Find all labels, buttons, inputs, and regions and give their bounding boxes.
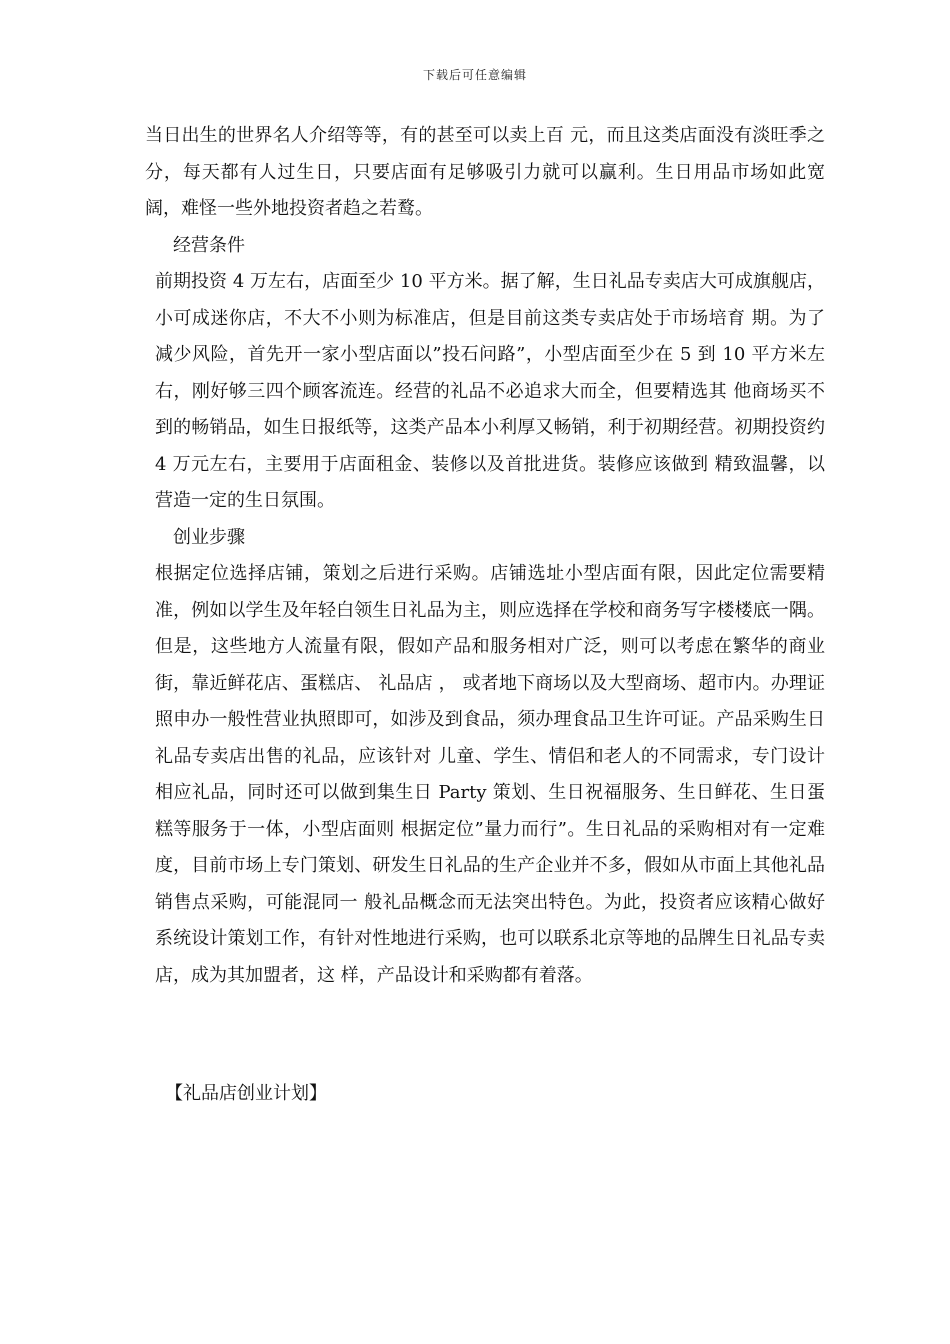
paragraph-steps: 根据定位选择店铺，策划之后进行采购。店铺选址小型店面有限，因此定位需要精准，例如以学生及年轻白领生日礼品为主，则应选择在学校和商务写字楼楼底一隅。但是，这些地方人流量有限，假如产品和服务相对广泛，则可以考虑在繁华的商业街，靠近鲜花店、蛋糕店、 礼品店 ， 或者地下商场以及大型商场、超市内。办理证照申办一般性营业执照即可，如涉及到食品，须办理食品卫生许可证。产品采购生日礼品专卖店出售的礼品，应该针对 儿童、学生、情侣和老人的不同需求，专门设计相应礼品，同时还可以做到集生日 Party 策划、生日祝福服务、生日鲜花、生日蛋糕等服务于一体，小型店面则 根据定位”量力而行”。生日礼品的采购相对有一定难度，目前市场上专门策划、研发生日礼品的生产企业并不多，假如从市面上其他礼品销售点采购，可能混同一 般礼品概念而无法突出特色。为此，投资者应该精心做好系统设计策划工作，有针对性地进行采购，也可以联系北京等地的品牌生日礼品专卖店，成为其加盟者，这 样，产品设计和采购都有着落。 <box>155 563 825 986</box>
section-heading-steps: 创业步骤 <box>173 526 245 548</box>
section-heading-conditions: 经营条件 <box>173 234 245 256</box>
paragraph-intro: 当日出生的世界名人介绍等等，有的甚至可以卖上百 元，而且这类店面没有淡旺季之分，每天都有人过生日，只要店面有足够吸引力就可以赢利。生日用品市场如此宽阔，难怪一些外地投资者趋之若鹜。 <box>145 125 825 219</box>
page-header-note: 下载后可任意编辑 <box>422 68 527 82</box>
paragraph-conditions: 前期投资 4 万左右，店面至少 10 平方米。据了解，生日礼品专卖店大可成旗舰店，小可成迷你店，不大不小则为标准店，但是目前这类专卖店处于市场培育 期。为了减少风险，首先开一家小型店面以”投石问路”，小型店面至少在 5 到 10 平方米左右，刚好够三四个顾客流连。经营的礼品不必追求大而全，但要精选其 他商场买不到的畅销品，如生日报纸等，这类产品本小利厚又畅销，利于初期经营。初期投资约 4 万元左右，主要用于店面租金、装修以及首批进货。装修应该做到 精致温馨，以营造一定的生日氛围。 <box>155 271 825 511</box>
document-body <box>145 118 825 994</box>
plan-title: 【礼品店创业计划】 <box>165 1083 327 1104</box>
